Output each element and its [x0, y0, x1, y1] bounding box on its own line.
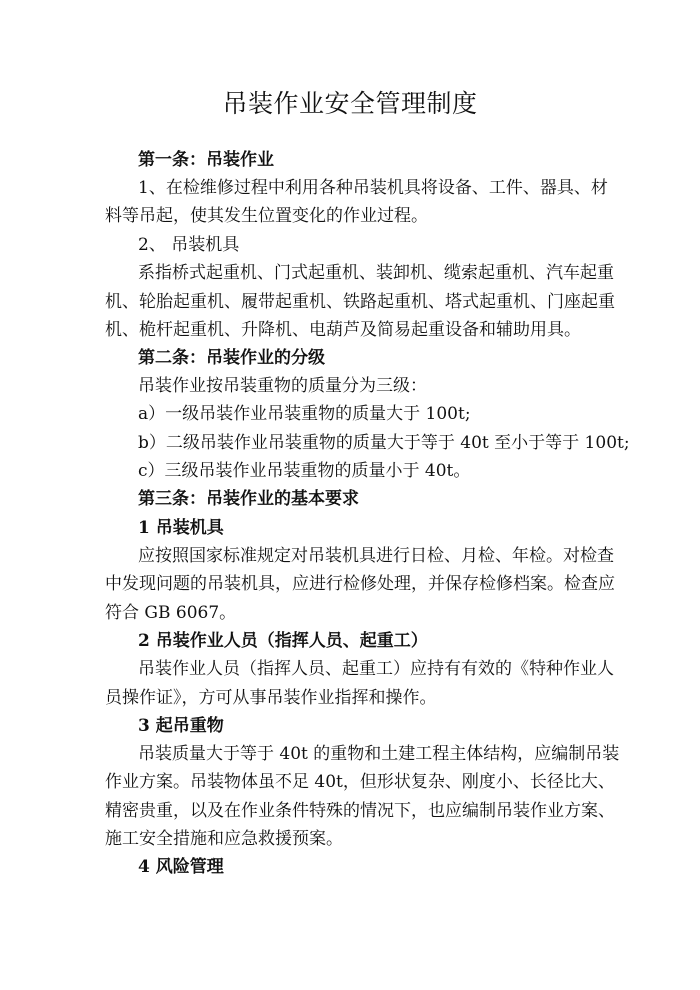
paragraph-line: 吊装作业按吊装重物的质量分为三级：	[138, 376, 427, 396]
list-item: a）一级吊装作业吊装重物的质量大于 100t;	[138, 404, 471, 424]
paragraph-line: 作业方案。吊装物体虽不足 40t，但形状复杂、刚度小、长径比大、	[105, 772, 615, 792]
paragraph-line: 精密贵重，以及在作业条件特殊的情况下，也应编制吊装作业方案、	[105, 801, 615, 821]
paragraph-line: 吊装作业人员（指挥人员、起重工）应持有有效的《特种作业人	[138, 659, 614, 679]
paragraph-line: 系指桥式起重机、门式起重机、装卸机、缆索起重机、汽车起重	[138, 263, 614, 283]
article-2-heading: 第二条：吊装作业的分级	[138, 348, 325, 368]
paragraph-line: 吊装质量大于等于 40t 的重物和土建工程主体结构，应编制吊装	[138, 744, 620, 764]
subsection-heading: 1 吊装机具	[138, 518, 224, 538]
subsection-heading: 3 起吊重物	[138, 716, 224, 736]
paragraph-line: 料等吊起，使其发生位置变化的作业过程。	[105, 206, 428, 226]
subsection-heading: 2 吊装作业人员（指挥人员、起重工）	[138, 631, 428, 651]
paragraph-line: 员操作证》，方可从事吊装作业指挥和操作。	[105, 688, 437, 708]
paragraph-line: 符合 GB 6067。	[105, 603, 237, 623]
paragraph-line: 施工安全措施和应急救援预案。	[105, 829, 343, 849]
list-item: b）二级吊装作业吊装重物的质量大于等于 40t 至小于等于 100t;	[138, 433, 630, 453]
document-title: 吊装作业安全管理制度	[222, 89, 478, 118]
article-3-heading: 第三条：吊装作业的基本要求	[138, 489, 359, 509]
paragraph-line: 机、轮胎起重机、履带起重机、铁路起重机、塔式起重机、门座起重	[105, 292, 615, 312]
list-item: c）三级吊装作业吊装重物的质量小于 40t。	[138, 461, 471, 481]
paragraph-line: 机、桅杆起重机、升降机、电葫芦及简易起重设备和辅助用具。	[105, 320, 581, 340]
paragraph-line: 应按照国家标准规定对吊装机具进行日检、月检、年检。对检查	[138, 546, 614, 566]
article-1-heading: 第一条：吊装作业	[138, 150, 274, 170]
subsection-heading: 2、 吊装机具	[138, 235, 240, 255]
paragraph-line: 中发现问题的吊装机具，应进行检修处理，并保存检修档案。检查应	[105, 574, 615, 594]
paragraph-line: 1、在检维修过程中利用各种吊装机具将设备、工件、器具、材	[138, 178, 608, 198]
subsection-heading: 4 风险管理	[138, 857, 224, 877]
